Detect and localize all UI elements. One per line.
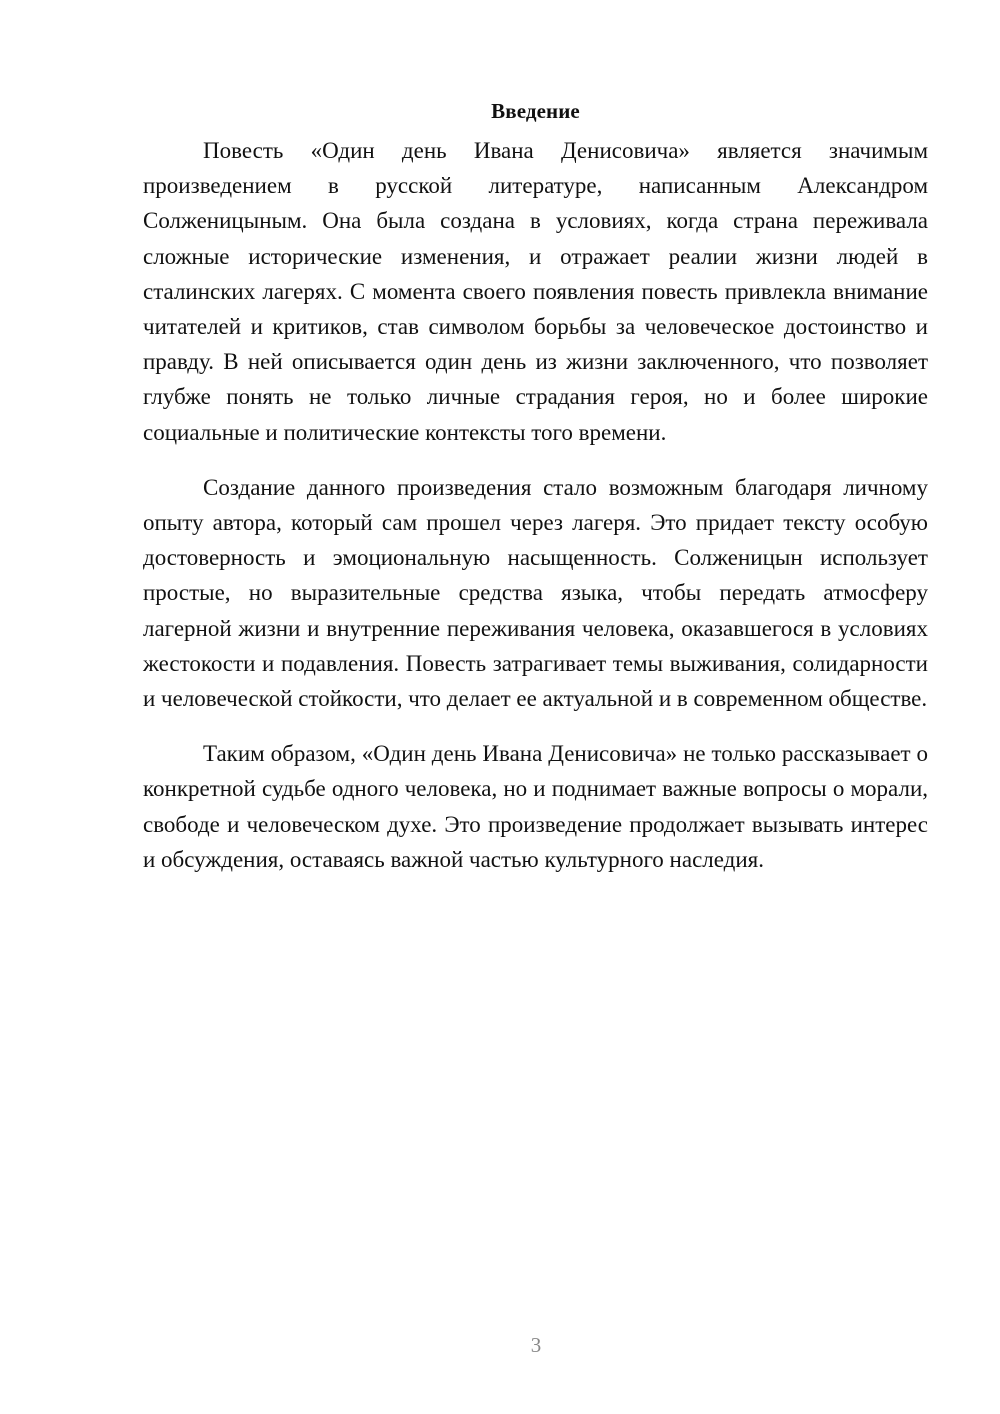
page-content [143, 96, 928, 877]
section-heading: Введение [491, 99, 580, 123]
paragraph-2: Создание данного произведения стало возможным благодаря личному опыту автора, который сам прошел через лагеря. Это придает тексту особую достоверность и эмоциональную насыщенность. Солженицын использует простые, но выразительные средства языка, чтобы передать атмосферу лагерной жизни и внутренние переживания человека, оказавшегося в условиях жестокости и подавления. Повесть затрагивает темы выживания, солидарности и человеческой стойкости, что делает ее актуальной и в современном обществе. [143, 474, 928, 712]
page-number: 3 [530, 1333, 542, 1357]
paragraph-3: Таким образом, «Один день Ивана Денисовича» не только рассказывает о конкретной судьбе одного человека, но и поднимает важные вопросы о морали, свободе и человеческом духе. Это произведение продолжает вызывать интерес и обсуждения, оставаясь важной частью культурного наследия. [143, 741, 928, 872]
paragraph-1: Повесть «Один день Ивана Денисовича» является значимым произведением в русской литературе, написанным Александром Солженицыным. Она была создана в условиях, когда страна переживала сложные исторические изменения, и отражает реалии жизни людей в сталинских лагерях. С момента своего появления повесть привлекла внимание читателей и критиков, став символом борьбы за человеческое достоинство и правду. В ней описывается один день из жизни заключенного, что позволяет глубже понять не только личные страдания героя, но и более широкие социальные и политические контексты того времени. [143, 138, 928, 445]
